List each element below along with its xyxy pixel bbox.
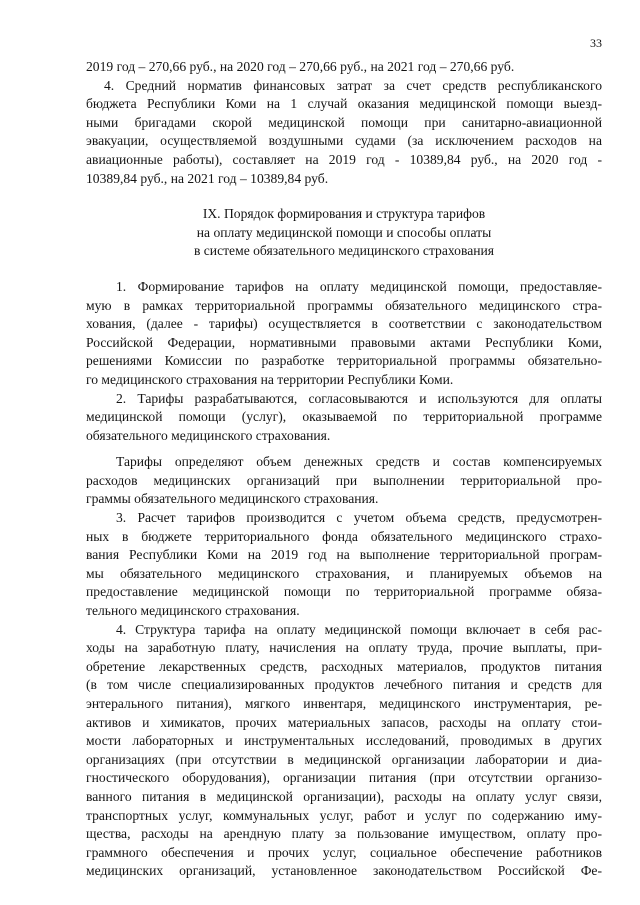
text-line: 2. Тарифы разрабатываются, согласовываются и используются для оплаты (116, 390, 602, 406)
text-line: эвакуации, осуществляемой воздушными судами (за исключением расходов на (86, 133, 602, 149)
text-line: ных в бюджете территориального фонда обязательного медицинского страхо- (86, 528, 602, 544)
text-line: предоставление медицинской помощи по территориальной программе обяза- (86, 584, 602, 600)
text-line: расходов медицинских организаций при выполнении территориальной про- (86, 472, 602, 488)
paragraph (86, 77, 602, 189)
text-line: вания Республики Коми на 2019 год на выполнение территориальной програм- (86, 547, 602, 563)
paragraph-gap (86, 261, 602, 278)
paragraph (86, 509, 602, 621)
text-line: 10389,84 руб., на 2021 год – 10389,84 руб. (86, 170, 329, 186)
text-line: мы обязательного медицинского страхования, и планируемых объемов на (86, 565, 602, 581)
page-number: 33 (590, 36, 602, 50)
text-line: Российской Федерации, нормативными правовыми актами Республики Коми, (86, 334, 602, 350)
section-heading (86, 205, 602, 261)
text-line: хования, (далее - тарифы) осуществляется в соответствии с законодательством (86, 316, 602, 332)
text-line: Тарифы определяют объем денежных средств и состав компенсируемых (116, 454, 602, 470)
paragraph (86, 278, 602, 390)
text-line: ходы на заработную плату, начисления на оплату труда, прочие выплаты, при- (86, 640, 602, 656)
text-line: транспортных услуг, коммунальных услуг, работ и услуг по содержанию иму- (86, 807, 602, 823)
paragraph (86, 621, 602, 881)
text-line: решениями Комиссии по разработке территориальной программы обязательно- (86, 353, 602, 369)
text-line: энтерального питания), мягкого инвентаря, медицинского инструментария, ре- (86, 696, 602, 711)
text-line: щества, расходы на арендную плату за пользование имуществом, оплату про- (86, 826, 602, 842)
heading-line: IX. Порядок формирования и структура тарифов (202, 206, 486, 222)
text-line: гностического оборудования), организации питания (при отсутствии организо- (86, 770, 602, 786)
paragraph (86, 390, 602, 446)
text-line: организациях (при отсутствии в медицинской организации лаборатории и диа- (86, 751, 602, 767)
text-line: 3. Расчет тарифов производится с учетом объема средств, предусмотрен- (116, 510, 602, 526)
paragraph-gap (86, 188, 602, 205)
paragraph (86, 58, 602, 77)
text-line: бюджета Республики Коми на 1 случай оказания медицинской помощи выезд- (86, 96, 602, 112)
paragraph-gap (86, 445, 602, 453)
text-line: тельного медицинского страхования. (86, 603, 300, 619)
text-line: мую в рамках территориальной программы обязательного медицинского стра- (86, 297, 602, 313)
text-line: граммного обеспечения и прочих услуг, социальное обеспечение работников (86, 844, 602, 860)
heading-line: на оплату медицинской помощи и способы оплаты (196, 224, 492, 240)
text-line: медицинской помощи (услуг), оказываемой по территориальной программе (86, 409, 602, 425)
heading-line: в системе обязательного медицинского страхования (193, 243, 495, 259)
text-line: ными бригадами скорой медицинской помощи при санитарно-авиационной (86, 114, 602, 130)
text-line: обретение лекарственных средств, расходных материалов, продуктов питания (86, 658, 602, 674)
text-line: мости лабораторных и инструментальных исследований, проводимых в других (86, 733, 602, 749)
text-line: 4. Структура тарифа на оплату медицинской помощи включает в себя рас- (116, 621, 602, 637)
text-line: (в том числе специализированных продуктов лечебного питания и средств для (86, 677, 602, 693)
paragraph (86, 453, 602, 509)
text-line: обязательного медицинского страхования. (86, 427, 331, 443)
text-line: 2019 год – 270,66 руб., на 2020 год – 270,66 руб., на 2021 год – 270,66 руб. (86, 59, 515, 74)
text-line: активов и химикатов, прочих материальных запасов, расходы на оплату стои- (86, 714, 602, 730)
document-body (86, 58, 602, 881)
text-line: 1. Формирование тарифов на оплату медицинской помощи, предоставляе- (116, 278, 602, 294)
text-line: граммы обязательного медицинского страхования. (86, 491, 379, 507)
text-line: авиационные работы), составляет на 2019 год - 10389,84 руб., на 2020 год - (86, 151, 602, 167)
text-line: го медицинского страхования на территории Республики Коми. (86, 371, 454, 387)
text-line: медицинских организаций, установленное законодательством Российской Фе- (86, 863, 602, 879)
text-line: 4. Средний норматив финансовых затрат за счет средств республиканского (104, 77, 602, 93)
text-line: ванного питания в медицинской организации), расходы на оплату услуг связи, (86, 788, 602, 804)
